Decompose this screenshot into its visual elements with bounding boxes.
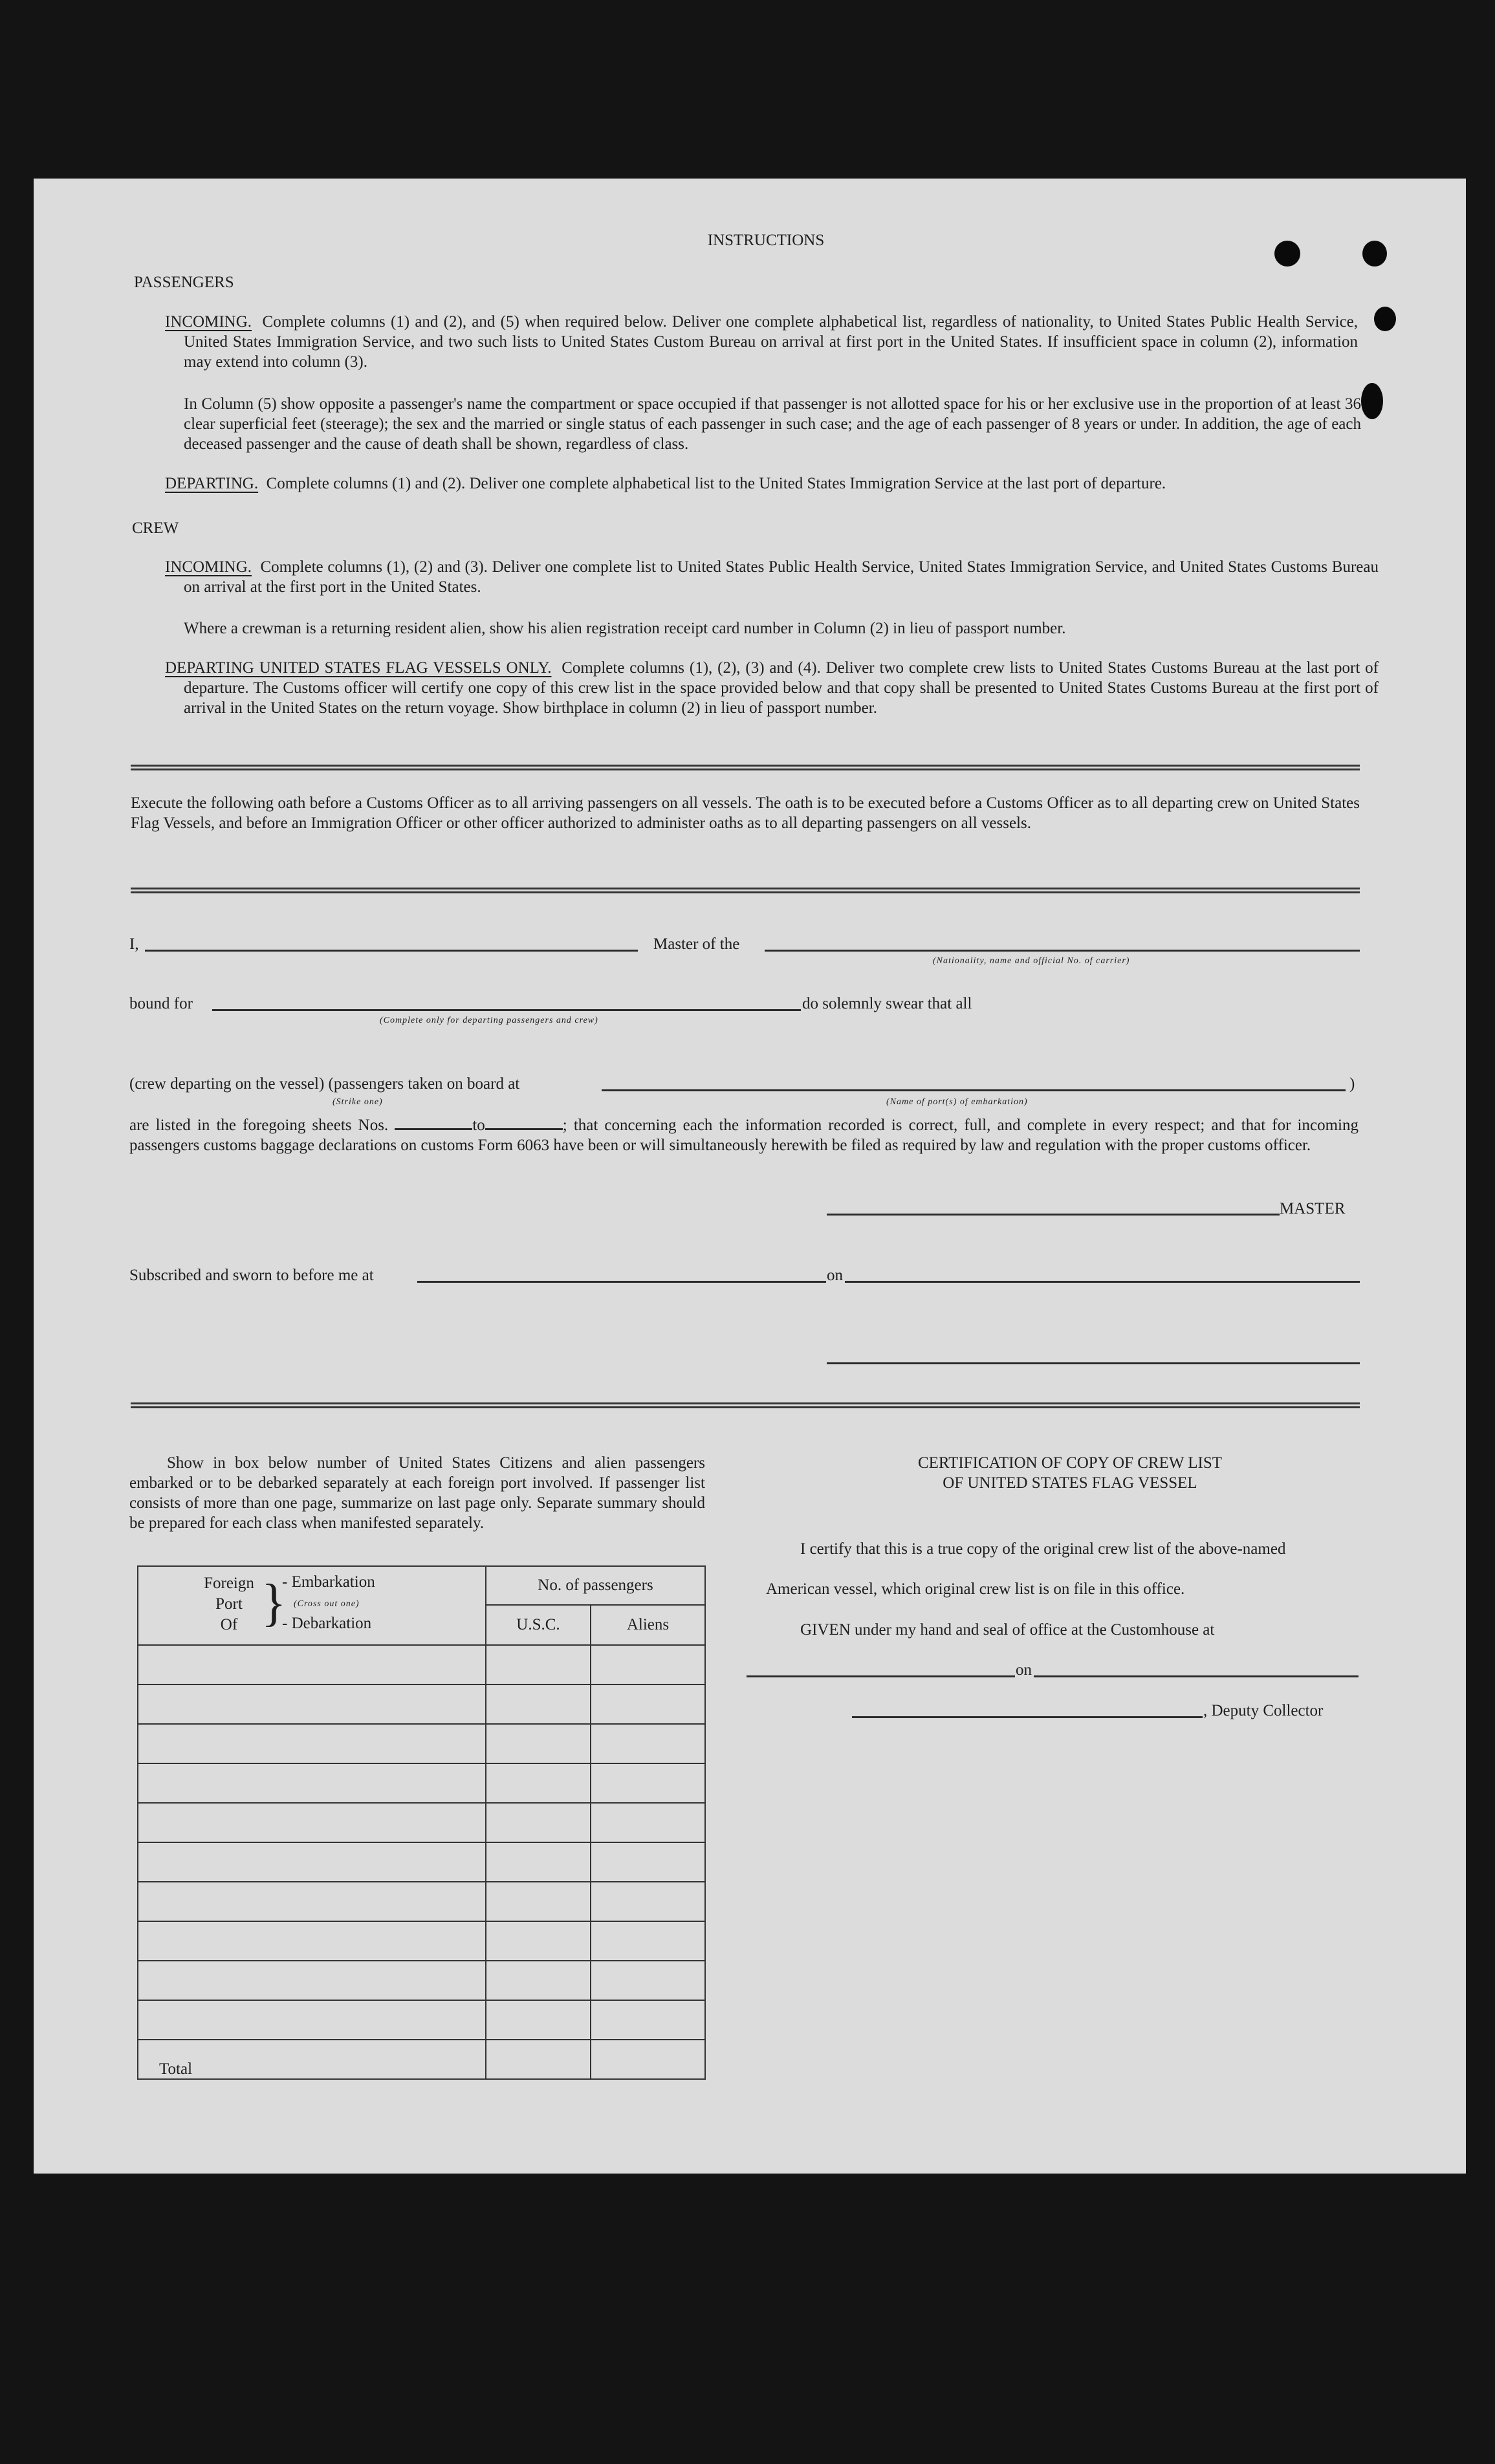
total-label: Total (138, 2040, 486, 2079)
table-row (138, 1645, 705, 1684)
passengers-column-header: No. of passengers (486, 1566, 705, 1605)
officer-signature-field[interactable] (827, 1362, 1360, 1364)
sworn-date-field[interactable] (845, 1281, 1360, 1283)
crew-incoming-text: Complete columns (1), (2) and (3). Deliver one complete list to United States Public Health Service, United States Immigration Service, and United States Customs Bureau on arrival at the first port in the United States. (184, 558, 1379, 596)
sheet-from-field[interactable] (395, 1115, 472, 1130)
port-cell[interactable] (138, 1842, 486, 1882)
cert-date-field[interactable] (1034, 1675, 1359, 1677)
aliens-cell[interactable] (591, 1842, 705, 1882)
passengers-heading: PASSENGERS (134, 274, 234, 291)
sheet-to-field[interactable] (485, 1115, 563, 1130)
cert-on-label: on (1016, 1661, 1032, 1679)
oath-intro: Execute the following oath before a Customs Officer as to all arriving passengers on all vessels. The oath is to be executed before a Customs Officer as to all departing crew on United States Flag Vessels, and before an Immigration Officer or other officer authorized to administer oaths as to all departing passengers on all vessels. (131, 794, 1360, 832)
embarkation-label: - Embarkation (282, 1573, 375, 1591)
aliens-cell[interactable] (591, 1803, 705, 1842)
listed-paragraph (129, 1115, 1359, 1155)
on-label: on (827, 1267, 843, 1284)
port-column-header (138, 1566, 486, 1645)
master-of-label: Master of the (653, 935, 740, 953)
listed-text-a: are listed in the foregoing sheets Nos. (129, 1117, 389, 1134)
aliens-cell[interactable] (591, 1882, 705, 1921)
master-signature-field[interactable] (827, 1214, 1280, 1216)
aliens-cell[interactable] (591, 1921, 705, 1961)
certification-title (747, 1453, 1393, 1493)
crew-departing-label: DEPARTING UNITED STATES FLAG VESSELS ONLY. (165, 659, 552, 677)
punch-hole (1374, 307, 1396, 331)
aliens-cell[interactable] (591, 1684, 705, 1724)
brace-icon: } (261, 1575, 287, 1631)
instructions-title: INSTRUCTIONS (707, 232, 825, 249)
crew-heading: CREW (132, 519, 179, 537)
bound-caption: (Complete only for departing passengers and crew) (380, 1016, 598, 1025)
aliens-cell[interactable] (591, 2000, 705, 2040)
usc-cell[interactable] (486, 1724, 591, 1763)
bound-for-field[interactable] (212, 1009, 801, 1011)
port-cell[interactable] (138, 1645, 486, 1684)
usc-cell[interactable] (486, 1961, 591, 2000)
table-row (138, 1961, 705, 2000)
incoming-text: Complete columns (1) and (2), and (5) when required below. Deliver one complete alphabetical list, regardless of nationality, to United States Public Health Service, United States Immigration Service, and two such lists to United States Custom Bureau on arrival at first port in the United States. If insufficient space in column (2), information may extend into column (3). (184, 313, 1359, 371)
table-row (138, 1803, 705, 1842)
punch-hole (1361, 383, 1383, 419)
usc-cell[interactable] (486, 1763, 591, 1803)
deputy-collector-label: , Deputy Collector (1203, 1702, 1324, 1719)
usc-cell[interactable] (486, 1684, 591, 1724)
sworn-place-field[interactable] (417, 1281, 826, 1283)
close-paren: ) (1349, 1075, 1355, 1093)
aliens-cell[interactable] (591, 1724, 705, 1763)
divider (131, 1402, 1360, 1408)
given-line: GIVEN under my hand and seal of office at the Customhouse at (800, 1621, 1215, 1639)
i-label: I, (129, 935, 139, 953)
divider (131, 888, 1360, 893)
resident-alien-paragraph: Where a crewman is a returning resident alien, show his alien registration receipt card number in Column (2) in lieu of passport number. (184, 620, 1066, 637)
swear-label: do solemnly swear that all (802, 995, 972, 1012)
port-cell[interactable] (138, 1763, 486, 1803)
carrier-field[interactable] (765, 950, 1360, 952)
passengers-incoming-paragraph (165, 312, 1358, 372)
strike-caption: (Strike one) (333, 1097, 383, 1107)
usc-column-header: U.S.C. (486, 1605, 591, 1645)
cross-out-caption: (Cross out one) (294, 1599, 360, 1609)
crew-departing-paragraph (165, 658, 1379, 718)
usc-total-cell[interactable] (486, 2040, 591, 2079)
port-line1: Foreign (204, 1575, 254, 1592)
incoming-label: INCOMING. (165, 313, 252, 331)
port-cell[interactable] (138, 1921, 486, 1961)
aliens-column-header: Aliens (591, 1605, 705, 1645)
aliens-cell[interactable] (591, 1961, 705, 2000)
divider (131, 765, 1360, 770)
aliens-cell[interactable] (591, 1645, 705, 1684)
bound-for-label: bound for (129, 995, 193, 1012)
summary-instructions: Show in box below number of United States Citizens and alien passengers embarked or to be debarked separately at each foreign port involved. If passenger list consists of more than one page, summarize on last page only. Separate summary should be prepared for each class when manifested separately. (129, 1454, 705, 1532)
usc-cell[interactable] (486, 1842, 591, 1882)
passenger-summary-table (137, 1565, 706, 2080)
usc-cell[interactable] (486, 2000, 591, 2040)
port-line3: Of (220, 1616, 238, 1633)
crew-incoming-label: INCOMING. (165, 558, 252, 576)
table-row (138, 1684, 705, 1724)
certification-title-line1: CERTIFICATION OF COPY OF CREW LIST (917, 1454, 1223, 1472)
aliens-cell[interactable] (591, 1763, 705, 1803)
aliens-total-cell[interactable] (591, 2040, 705, 2079)
total-row (138, 2040, 705, 2079)
listed-to: to (472, 1117, 485, 1134)
master-label: MASTER (1280, 1200, 1346, 1217)
usc-cell[interactable] (486, 1645, 591, 1684)
usc-cell[interactable] (486, 1882, 591, 1921)
carrier-caption: (Nationality, name and official No. of carrier) (933, 956, 1130, 966)
port-cell[interactable] (138, 1724, 486, 1763)
departing-label: DEPARTING. (165, 475, 259, 492)
table-row (138, 1763, 705, 1803)
certify-line2: American vessel, which original crew list is on file in this office. (766, 1580, 1185, 1598)
certify-line1: I certify that this is a true copy of the original crew list of the above-named (800, 1540, 1286, 1558)
crew-incoming-paragraph (165, 557, 1379, 597)
port-cell[interactable] (138, 1684, 486, 1724)
port-caption: (Name of port(s) of embarkation) (886, 1097, 1028, 1107)
table-row (138, 2000, 705, 2040)
port-cell[interactable] (138, 1961, 486, 2000)
subscribed-label: Subscribed and sworn to before me at (129, 1267, 374, 1284)
master-name-field[interactable] (145, 950, 638, 952)
document-page (34, 179, 1466, 2174)
debarkation-label: - Debarkation (282, 1615, 372, 1632)
port-cell[interactable] (138, 2000, 486, 2040)
table-row (138, 1882, 705, 1921)
passengers-departing-paragraph (165, 474, 1379, 494)
port-cell[interactable] (138, 1803, 486, 1842)
certification-title-line2: OF UNITED STATES FLAG VESSEL (943, 1474, 1197, 1492)
crew-departing-text: Complete columns (1), (2), (3) and (4). Deliver two complete crew lists to United States Customs Bureau at the last port of departure. The Customs officer will certify one copy of this crew list in the space provided below and that copy shall be presented to United States Customs Bureau at the first port of arrival in the United States on the return voyage. Show birthplace in column (2) in lieu of passport number. (184, 659, 1379, 717)
departing-text: Complete columns (1) and (2). Deliver one complete alphabetical list to the United States Immigration Service at the last port of departure. (266, 475, 1166, 492)
port-line2: Port (215, 1595, 243, 1613)
usc-cell[interactable] (486, 1921, 591, 1961)
listed-text-b: ; that concerning each the information recorded is correct, full, and complete in every respect; and that for incoming passengers customs baggage declarations on customs Form 6063 have been or will simultaneously herewith be filed as required by law and regulation with the proper customs officer. (129, 1117, 1359, 1154)
table-row (138, 1724, 705, 1763)
column5-paragraph: In Column (5) show opposite a passenger's name the compartment or space occupied if that passenger is not allotted space for his or her exclusive use in the proportion of at least 36 clear superficial feet (steerage); the sex and the married or single status of each passenger in such case; and the age of each passenger of 8 years or under. In addition, the age of each deceased passenger and the cause of death shall be shown, regardless of class. (184, 395, 1361, 453)
strike-text: (crew departing on the vessel) (passengers taken on board at (129, 1075, 520, 1093)
table-row (138, 1921, 705, 1961)
deputy-signature-field[interactable] (852, 1716, 1203, 1718)
table-row (138, 1842, 705, 1882)
customhouse-field[interactable] (747, 1675, 1015, 1677)
usc-cell[interactable] (486, 1803, 591, 1842)
port-cell[interactable] (138, 1882, 486, 1921)
port-embarkation-field[interactable] (602, 1089, 1346, 1091)
